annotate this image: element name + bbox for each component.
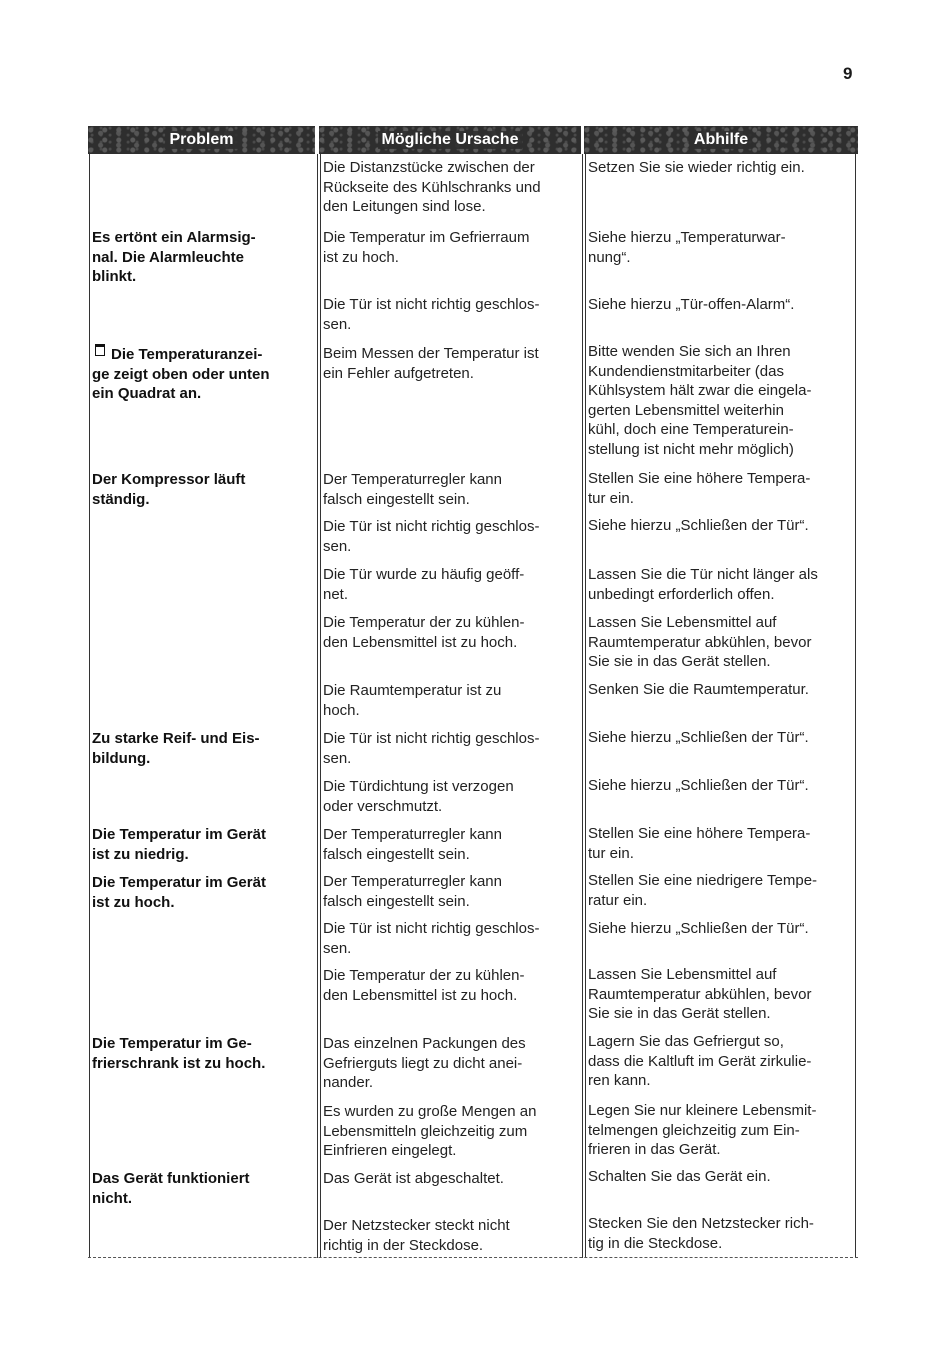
problem-temp-too-high: Die Temperatur im Gerät ist zu hoch. (92, 874, 266, 911)
cause-cell: Der Temperaturregler kann falsch eingestellt sein. (323, 873, 502, 910)
column-divider (855, 154, 856, 1258)
fix-cell: Stecken Sie den Netzstecker rich- tig in die Steckdose. (588, 1215, 814, 1252)
cause-cell: Das einzelnen Packungen des Gefrierguts liegt zu dicht anei- nander. (323, 1035, 526, 1092)
fix-cell: Siehe hierzu „Temperaturwar- nung“. (588, 229, 786, 266)
cause-cell: Die Temperatur im Gefrierraum ist zu hoch. (323, 229, 530, 266)
fix-cell: Setzen Sie sie wieder richtig ein. (588, 159, 805, 176)
fix-cell: Lassen Sie Lebensmittel auf Raumtemperatur abkühlen, bevor Sie sie in das Gerät stellen. (588, 614, 812, 671)
column-divider (317, 154, 321, 1258)
header-cause: Mögliche Ursache (319, 126, 581, 154)
fix-cell: Siehe hierzu „Schließen der Tür“. (588, 517, 809, 534)
cause-cell: Die Tür ist nicht richtig geschlos- sen. (323, 518, 540, 555)
cause-cell: Die Temperatur der zu kühlen- den Lebensmittel ist zu hoch. (323, 967, 525, 1004)
cause-cell: Die Tür ist nicht richtig geschlos- sen. (323, 296, 540, 333)
cause-cell: Die Temperatur der zu kühlen- den Lebensmittel ist zu hoch. (323, 614, 525, 651)
cause-cell: Der Temperaturregler kann falsch eingestellt sein. (323, 471, 502, 508)
cause-cell: Beim Messen der Temperatur ist ein Fehler aufgetreten. (323, 345, 539, 382)
problem-frost: Zu starke Reif- und Eis- bildung. (92, 730, 260, 767)
cause-cell: Die Türdichtung ist verzogen oder verschmutzt. (323, 778, 514, 815)
fix-cell: Siehe hierzu „Tür-offen-Alarm“. (588, 296, 795, 313)
header-problem: Problem (88, 126, 315, 154)
fix-cell: Legen Sie nur kleinere Lebensmit- telmengen gleichzeitig zum Ein- frieren in das Gerät. (588, 1102, 817, 1159)
troubleshooting-table (88, 126, 858, 1258)
cause-cell: Die Raumtemperatur ist zu hoch. (323, 682, 502, 719)
cause-cell: Das Gerät ist abgeschaltet. (323, 1170, 504, 1187)
square-display-icon (95, 344, 105, 356)
fix-cell: Stellen Sie eine höhere Tempera- tur ein. (588, 470, 811, 507)
fix-cell: Stellen Sie eine niedrigere Tempe- ratur ein. (588, 872, 818, 909)
fix-cell: Bitte wenden Sie sich an Ihren Kundendienstmitarbeiter (das Kühlsystem hält zwar die eingela- gerten Lebensmittel weiterhin kühl, doch eine Temperaturein- stellung ist nicht mehr möglich) (588, 343, 812, 458)
header-fix: Abhilfe (584, 126, 858, 154)
problem-compressor: Der Kompressor läuft ständig. (92, 471, 246, 508)
problem-temp-too-low: Die Temperatur im Gerät ist zu niedrig. (92, 826, 266, 863)
page-number: 9 (843, 64, 853, 83)
fix-cell: Siehe hierzu „Schließen der Tür“. (588, 729, 809, 746)
problem-not-working: Das Gerät funktioniert nicht. (92, 1170, 250, 1207)
fix-cell: Lassen Sie die Tür nicht länger als unbedingt erforderlich offen. (588, 566, 818, 603)
fix-cell: Schalten Sie das Gerät ein. (588, 1168, 771, 1185)
fix-cell: Siehe hierzu „Schließen der Tür“. (588, 920, 809, 937)
column-divider (89, 154, 90, 1258)
problem-temperature-display: Die Temperaturanzei- ge zeigt oben oder unten ein Quadrat an. (92, 346, 270, 403)
cause-cell: Die Distanzstücke zwischen der Rückseite des Kühlschranks und den Leitungen sind lose. (323, 159, 541, 216)
cause-cell: Der Temperaturregler kann falsch eingestellt sein. (323, 826, 502, 863)
cause-cell: Es wurden zu große Mengen an Lebensmitteln gleichzeitig zum Einfrieren eingelegt. (323, 1103, 537, 1160)
problem-alarm: Es ertönt ein Alarmsig- nal. Die Alarmleuchte blinkt. (92, 229, 256, 286)
fix-cell: Lassen Sie Lebensmittel auf Raumtemperatur abkühlen, bevor Sie sie in das Gerät stellen. (588, 966, 812, 1023)
fix-cell: Siehe hierzu „Schließen der Tür“. (588, 777, 809, 794)
problem-freezer-too-warm: Die Temperatur im Ge- frierschrank ist zu hoch. (92, 1035, 266, 1072)
cause-cell: Die Tür wurde zu häufig geöff- net. (323, 566, 525, 603)
cause-cell: Die Tür ist nicht richtig geschlos- sen. (323, 730, 540, 767)
cause-cell: Der Netzstecker steckt nicht richtig in der Steckdose. (323, 1217, 510, 1254)
cause-cell: Die Tür ist nicht richtig geschlos- sen. (323, 920, 540, 957)
fix-cell: Stellen Sie eine höhere Tempera- tur ein. (588, 825, 811, 862)
table-bottom-border (88, 1257, 858, 1258)
fix-cell: Senken Sie die Raumtemperatur. (588, 681, 809, 698)
fix-cell: Lagern Sie das Gefriergut so, dass die Kaltluft im Gerät zirkulie- ren kann. (588, 1033, 812, 1090)
column-divider (582, 154, 586, 1258)
